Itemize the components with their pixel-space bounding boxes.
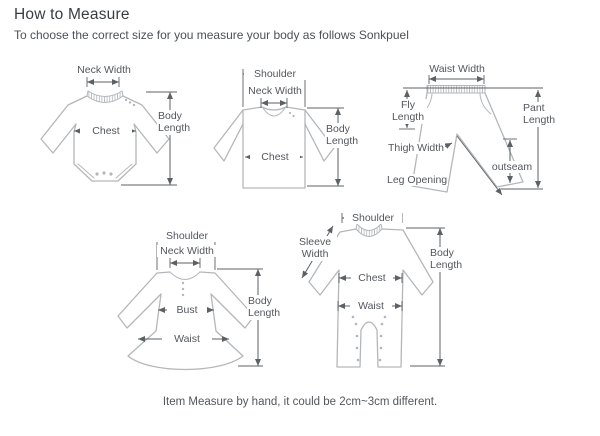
shirt-body-length-label: Body Length — [325, 123, 365, 148]
dress-neck-width-label: Neck Width — [157, 245, 217, 257]
shirt-garment-outline — [214, 107, 334, 188]
shorts-waist-width-label: Waist Width — [424, 63, 490, 75]
diagram-bodysuit — [20, 60, 200, 200]
shirt-chest-label: Chest — [250, 151, 300, 163]
romper-waist-label: Waist — [350, 300, 392, 312]
ribbed-collar — [356, 224, 382, 237]
dress-garment-outline — [118, 272, 254, 370]
diagram-shirt — [210, 60, 370, 195]
romper-body-length-label: Body Length — [429, 247, 471, 272]
shorts-outseam-label: outseam — [488, 161, 536, 173]
dress-body-length-label: Body Length — [247, 295, 287, 320]
ribbed-waistband — [427, 86, 485, 94]
footer-note: Item Measure by hand, it could be 2cm~3cm different. — [162, 396, 438, 408]
page-subtitle: To choose the correct size for you measure your body as follows Sonkpuel — [14, 28, 409, 42]
bodysuit-chest-label: Chest — [80, 125, 132, 137]
shorts-leg-opening-label: Leg Opening — [387, 174, 448, 186]
dress-bust-label: Bust — [167, 304, 207, 316]
shorts-fly-length-label: Fly Length — [389, 99, 427, 124]
romper-sleeve-width-label: Sleeve Width — [293, 236, 337, 261]
shirt-neck-width-label: Neck Width — [246, 85, 304, 97]
shorts-pant-length-label: Pant Length — [522, 102, 564, 127]
diagram-shorts — [385, 58, 597, 203]
bodysuit-body-length-label: Body Length — [157, 110, 197, 135]
ribbed-collar — [87, 91, 123, 103]
romper-drawing — [290, 208, 475, 380]
page-title: How to Measure — [14, 6, 130, 23]
romper-chest-label: Chest — [351, 272, 393, 284]
dress-shoulder-label: Shoulder — [156, 230, 218, 242]
bodysuit-neck-width-label: Neck Width — [53, 64, 155, 76]
shorts-thigh-width-label: Thigh Width — [388, 142, 445, 154]
diagram-dress — [105, 225, 290, 390]
romper-shoulder-label: Shoulder — [344, 212, 402, 224]
shirt-shoulder-label: Shoulder — [244, 68, 306, 80]
dress-waist-label: Waist — [162, 333, 212, 345]
diagram-romper — [290, 208, 475, 380]
